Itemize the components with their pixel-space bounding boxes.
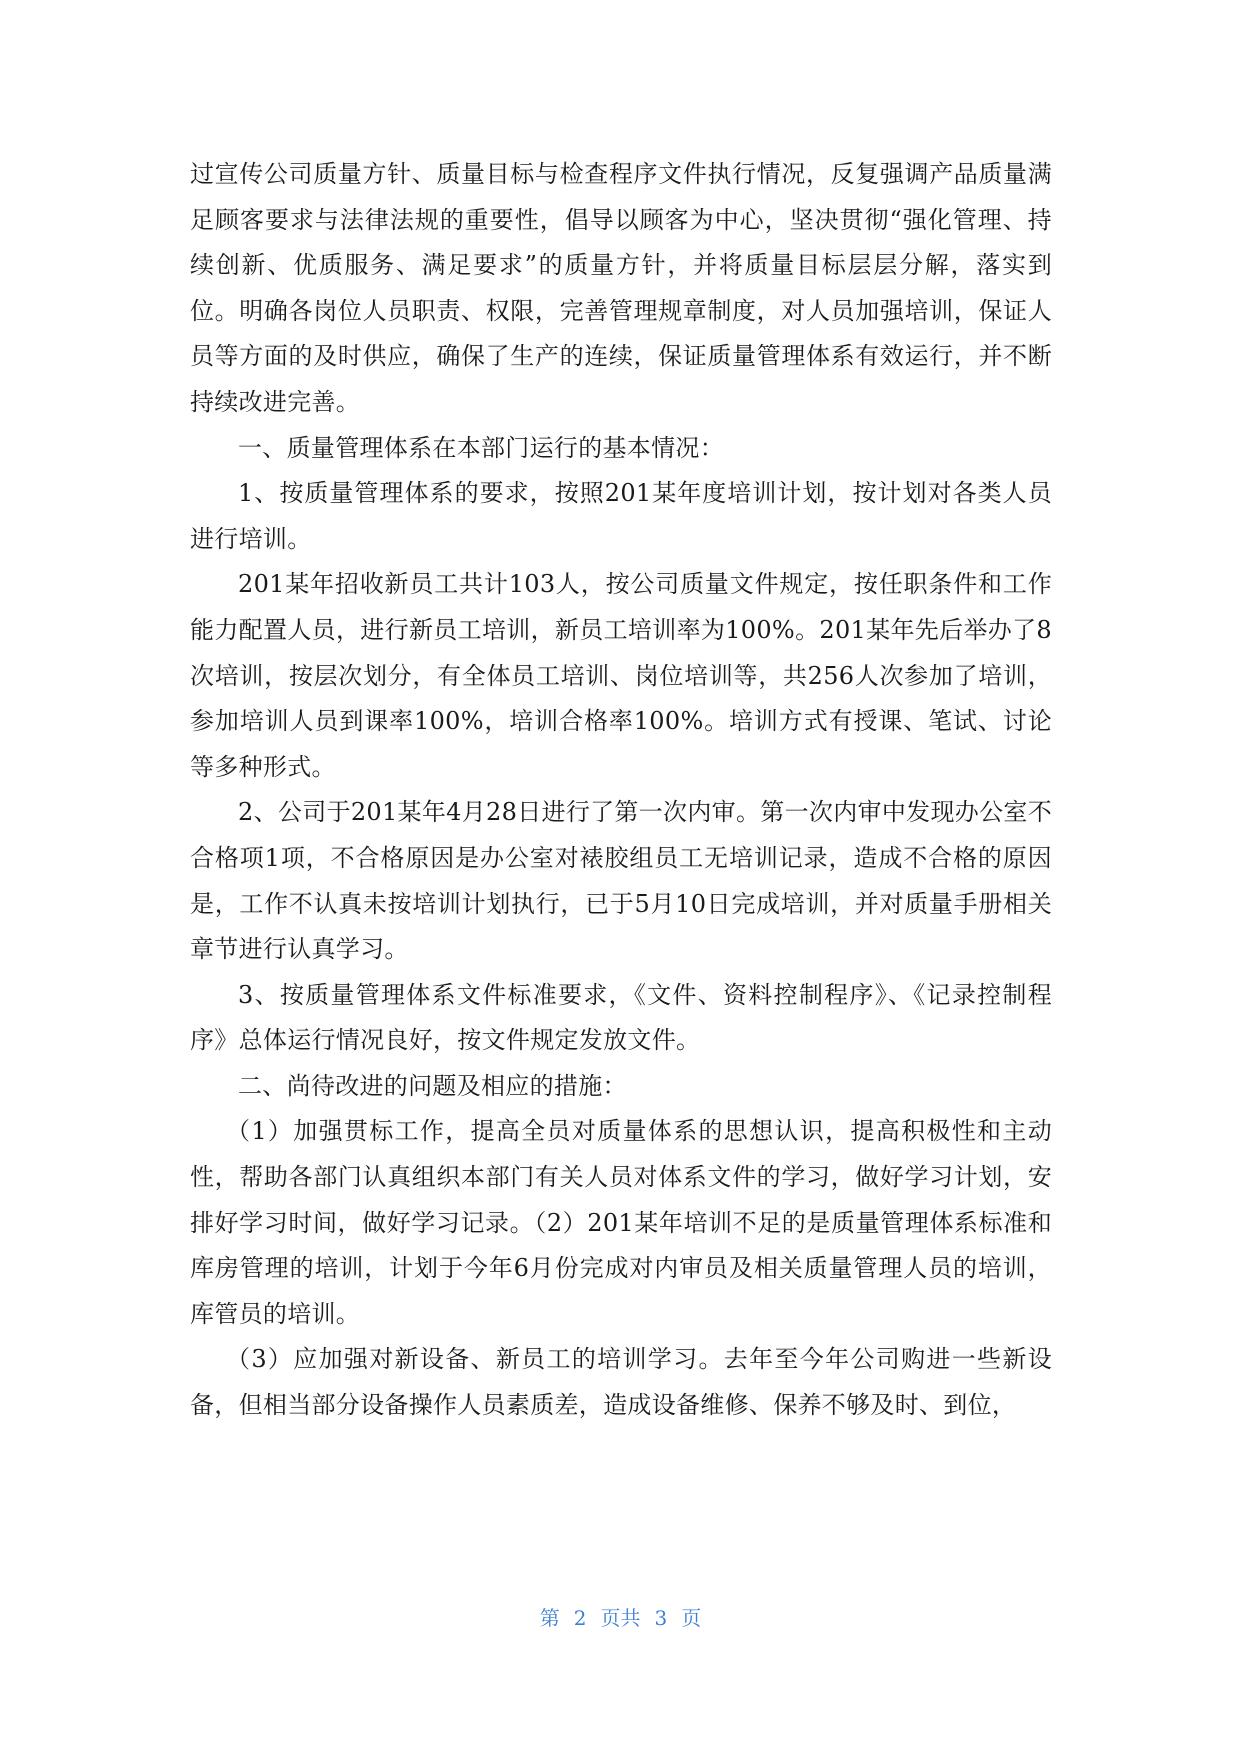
paragraph-item-2: 2、公司于201某年4月28日进行了第一次内审。第一次内审中发现办公室不合格项1项，不合格原因是办公室对裱胶组员工无培训记录，造成不合格的原因是，工作不认真未按培训计划执行，已于5月10日完成培训，并对质量手册相关章节进行认真学习。 [190, 798, 1052, 964]
paragraph-intro: 过宣传公司质量方针、质量目标与检查程序文件执行情况，反复强调产品质量满足顾客要求与法律法规的重要性，倡导以顾客为中心，坚决贯彻“强化管理、持续创新、优质服务、满足要求”的质量方针，并将质量目标层层分解，落实到位。明确各岗位人员职责、权限，完善管理规章制度，对人员加强培训，保证人员等方面的及时供应，确保了生产的连续，保证质量管理体系有效运行，并不断持续改进完善。 [190, 160, 1052, 416]
footer-current-page: 2 [573, 1606, 587, 1630]
section-heading-two: 二、尚待改进的问题及相应的措施： [238, 1071, 627, 1100]
paragraph-item-1: 1、按质量管理体系的要求，按照201某年度培训计划，按计划对各类人员进行培训。 [190, 479, 1052, 553]
footer-label-page: 第 [539, 1606, 560, 1630]
footer-label-of: 页共 [600, 1606, 641, 1630]
page-footer [0, 1602, 1241, 1631]
paragraph-measure-3: （3）应加强对新设备、新员工的培训学习。去年至今年公司购进一些新设备，但相当部分设备操作人员素质差，造成设备维修、保养不够及时、到位， [190, 1345, 1052, 1420]
document-body [190, 152, 1052, 1429]
footer-label-end: 页 [681, 1606, 702, 1630]
section-heading-one: 一、质量管理体系在本部门运行的基本情况： [238, 433, 724, 462]
footer-total-pages: 3 [654, 1606, 668, 1630]
paragraph-item-3: 3、按质量管理体系文件标准要求，《文件、资料控制程序》、《记录控制程序》总体运行情况良好，按文件规定发放文件。 [190, 980, 1052, 1055]
paragraph-training-stats: 201某年招收新员工共计103人，按公司质量文件规定，按任职条件和工作能力配置人员，进行新员工培训，新员工培训率为100%。201某年先后举办了8次培训，按层次划分，有全体员工培训、岗位培训等，共256人次参加了培训，参加培训人员到课率100%，培训合格率100%。培训方式有授课、笔试、讨论等多种形式。 [190, 570, 1052, 781]
paragraph-measure-1-2: （1）加强贯标工作，提高全员对质量体系的思想认识，提高积极性和主动性，帮助各部门认真组织本部门有关人员对体系文件的学习，做好学习计划，安排好学习时间，做好学习记录。（2）201某年培训不足的是质量管理体系标准和库房管理的培训，计划于今年6月份完成对内审员及相关质量管理人员的培训，库管员的培训。 [190, 1117, 1052, 1328]
